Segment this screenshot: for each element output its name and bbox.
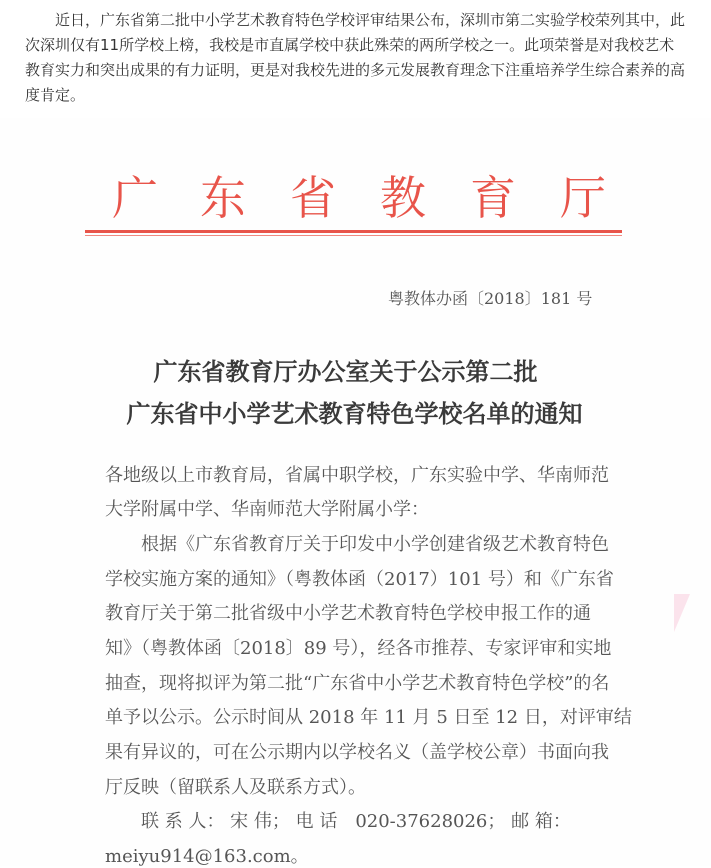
contact-line: 联 系 人： 宋 伟； 电 话 020-37628026； 邮 箱： (105, 811, 571, 832)
scanned-document-image (0, 118, 711, 866)
document-title-line2: 广东省中小学艺术教育特色学校名单的通知 (126, 399, 583, 428)
letterhead-char: 广 (112, 171, 158, 225)
intro-paragraph: 近日，广东省第二批中小学艺术教育特色学校评审结果公布，深圳市第二实验学校荣列其中，此次深圳仅有11所学校上榜，我校是市直属学校中获此殊荣的两所学校之一。此项荣誉是对我校艺术教育实力和突出成果的有力证明，更是对我校先进的多元发展教育理念下注重培养学生综合素养的高度肯定。 (25, 11, 686, 104)
body-line: 根据《广东省教育厅关于印发中小学创建省级艺术教育特色 (105, 534, 609, 555)
body-line: 抽查，现将拟评为第二批“广东省中小学艺术教育特色学校”的名 (105, 673, 610, 694)
body-line: 教育厅关于第二批省级中小学艺术教育特色学校申报工作的通 (105, 603, 591, 624)
letterhead-char: 教 (380, 171, 426, 225)
body-line: 知》（粤教体函〔2018〕89 号），经各市推荐、专家评审和实地 (105, 638, 612, 659)
letterhead-char: 东 (200, 171, 246, 225)
letterhead-divider-thin (85, 235, 622, 236)
letterhead (0, 170, 711, 230)
body-line: 大学附属中学、华南师范大学附属小学： (105, 499, 429, 520)
document-number: 粤教体办函〔2018〕181 号 (388, 289, 593, 308)
letterhead-char: 育 (470, 171, 516, 225)
body-line: 学校实施方案的通知》（粤教体函（2017）101 号）和《广东省 (105, 569, 614, 590)
body-line: 厅反映（留联系人及联系方式）。 (105, 777, 366, 798)
letterhead-char: 厅 (560, 171, 606, 225)
contact-email-line: meiyu914@163.com。 (105, 846, 309, 867)
letterhead-char: 省 (290, 171, 336, 225)
body-line: 单予以公示。公示时间从 2018 年 11 月 5 日至 12 日，对评审结 (105, 707, 632, 728)
letterhead-divider-thick (85, 230, 622, 233)
body-line: 果有异议的，可在公示期内以学校名义（盖学校公章）书面向我 (105, 742, 609, 763)
decorative-pink-mark (674, 594, 690, 632)
document-title-line1: 广东省教育厅办公室关于公示第二批 (153, 357, 538, 386)
body-line: 各地级以上市教育局，省属中职学校，广东实验中学、华南师范 (105, 465, 609, 486)
